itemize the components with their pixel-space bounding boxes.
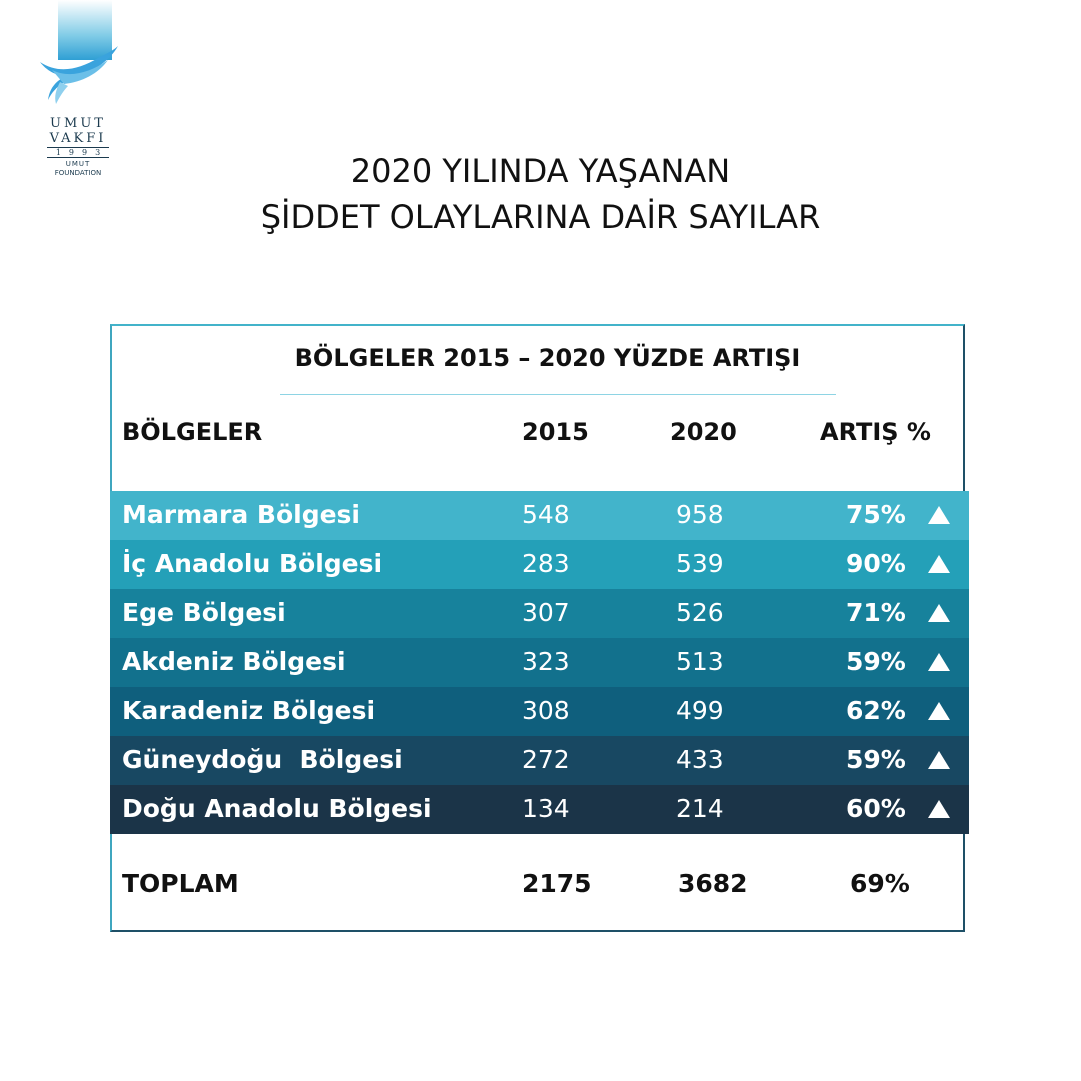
dove-water-logo-icon — [38, 0, 118, 112]
column-header-increase: ARTIŞ % — [820, 418, 931, 446]
page-title-line-2: ŞİDDET OLAYLARINA DAİR SAYILAR — [260, 198, 821, 236]
column-header-region: BÖLGELER — [122, 418, 263, 446]
title-divider — [280, 394, 836, 395]
region-name: Doğu Anadolu Bölgesi — [122, 794, 432, 823]
table-title: BÖLGELER 2015 – 2020 YÜZDE ARTIŞI — [294, 344, 801, 372]
increase-percent: 60% — [846, 794, 906, 823]
value-2015: 272 — [522, 745, 570, 774]
up-triangle-icon — [928, 800, 950, 818]
table-row — [110, 736, 969, 785]
region-name: İç Anadolu Bölgesi — [122, 549, 383, 578]
logo-umut-text: UMUT — [50, 116, 106, 131]
increase-percent: 62% — [846, 696, 906, 725]
column-header-2015: 2015 — [522, 418, 589, 446]
increase-percent: 75% — [846, 500, 906, 529]
up-triangle-icon — [928, 604, 950, 622]
value-2015: 134 — [522, 794, 570, 823]
table-row — [110, 638, 969, 687]
column-header-2020: 2020 — [670, 418, 737, 446]
value-2020: 499 — [676, 696, 724, 725]
logo-umut-small-text: UMUT — [65, 160, 91, 168]
value-2015: 323 — [522, 647, 570, 676]
table-row — [110, 589, 969, 638]
table-row — [110, 540, 969, 589]
total-increase: 69% — [850, 869, 910, 898]
total-2015: 2175 — [522, 869, 592, 898]
up-triangle-icon — [928, 751, 950, 769]
value-2015: 283 — [522, 549, 570, 578]
logo-foundation-text: FOUNDATION — [54, 169, 102, 177]
total-label: TOPLAM — [122, 869, 239, 898]
up-triangle-icon — [928, 555, 950, 573]
value-2020: 214 — [676, 794, 724, 823]
table-row — [110, 785, 969, 834]
value-2015: 308 — [522, 696, 570, 725]
region-name: Güneydoğu Bölgesi — [122, 745, 403, 774]
value-2015: 548 — [522, 500, 570, 529]
value-2015: 307 — [522, 598, 570, 627]
table-row — [110, 491, 969, 540]
region-name: Karadeniz Bölgesi — [122, 696, 376, 725]
value-2020: 526 — [676, 598, 724, 627]
region-name: Akdeniz Bölgesi — [122, 647, 346, 676]
page-title — [0, 148, 1081, 240]
up-triangle-icon — [928, 506, 950, 524]
value-2020: 433 — [676, 745, 724, 774]
increase-percent: 71% — [846, 598, 906, 627]
increase-percent: 90% — [846, 549, 906, 578]
table-row — [110, 687, 969, 736]
value-2020: 539 — [676, 549, 724, 578]
page-title-line-1: 2020 YILINDA YAŞANAN — [350, 152, 731, 190]
up-triangle-icon — [928, 653, 950, 671]
value-2020: 513 — [676, 647, 724, 676]
increase-percent: 59% — [846, 647, 906, 676]
region-name: Ege Bölgesi — [122, 598, 286, 627]
up-triangle-icon — [928, 702, 950, 720]
statistics-table — [110, 324, 965, 932]
value-2020: 958 — [676, 500, 724, 529]
total-2020: 3682 — [678, 869, 748, 898]
logo-year-text: 1993 — [47, 147, 109, 158]
logo-vakfi-text: VAKFI — [49, 131, 107, 146]
table-body — [110, 491, 969, 834]
region-name: Marmara Bölgesi — [122, 500, 361, 529]
increase-percent: 59% — [846, 745, 906, 774]
